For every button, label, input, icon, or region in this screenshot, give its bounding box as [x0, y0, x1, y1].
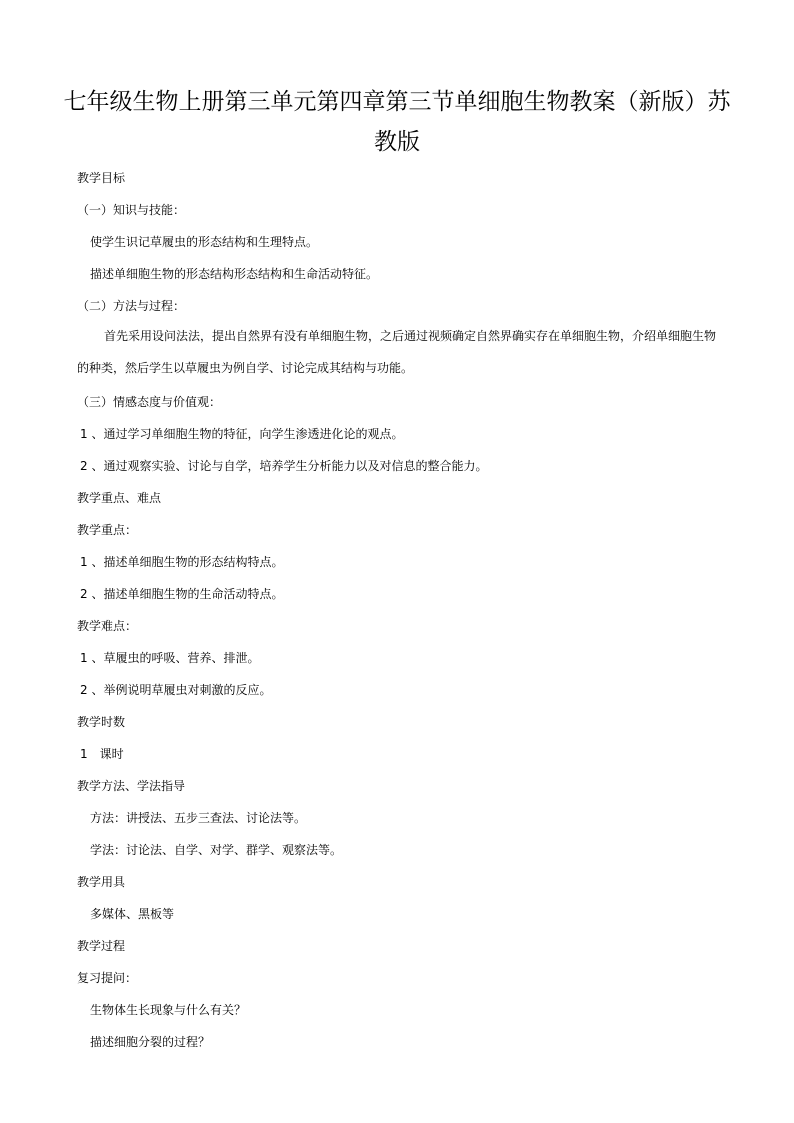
heading-methods-guidance: 教学方法、学法指导: [77, 779, 186, 793]
list-item: 2 、举例说明草履虫对刺激的反应。: [80, 683, 272, 697]
paragraph: 描述单细胞生物的形态结构形态结构和生命活动特征。: [90, 267, 379, 281]
heading-teaching-process: 教学过程: [77, 939, 126, 953]
list-item: 2 、通过观察实验、讨论与自学，培养学生分析能力以及对信息的整合能力。: [80, 459, 488, 473]
heading-key-difficult-points: 教学重点、难点: [77, 491, 162, 505]
subheading-difficult-points: 教学难点：: [77, 619, 138, 633]
paragraph: 1 课时: [80, 747, 124, 761]
heading-teaching-objectives: 教学目标: [77, 171, 126, 185]
paragraph: 生物体生长现象与什么有关？: [90, 1003, 247, 1017]
paragraph: 方法：讲授法、五步三查法、讨论法等。: [90, 811, 307, 825]
list-item: 1 、描述单细胞生物的形态结构特点。: [80, 555, 284, 569]
paragraph: 描述细胞分裂的过程？: [90, 1035, 211, 1049]
list-item: 1 、通过学习单细胞生物的特征，向学生渗透进化论的观点。: [80, 427, 404, 441]
document-title: 七年级生物上册第三单元第四章第三节单细胞生物教案（新版）苏教版: [63, 89, 731, 155]
subheading-key-points: 教学重点：: [77, 523, 138, 537]
paragraph-method: 首先采用设问法法，提出自然界有没有单细胞生物，之后通过视频确定自然界确实存在单细胞生物，介绍单细胞生物的种类，然后学生以草履虫为例自学、讨论完成其结构与功能。: [77, 329, 717, 375]
list-item: 1 、草履虫的呼吸、营养、排泄。: [80, 651, 260, 665]
paragraph: 学法：讨论法、自学、对学、群学、观察法等。: [90, 843, 343, 857]
paragraph: 使学生识记草履虫的形态结构和生理特点。: [90, 235, 319, 249]
paragraph: 多媒体、黑板等: [90, 907, 175, 921]
heading-class-hours: 教学时数: [77, 715, 126, 729]
subheading-review-questions: 复习提问：: [77, 971, 138, 985]
list-item: 2 、描述单细胞生物的生命活动特点。: [80, 587, 284, 601]
subheading-attitude-values: （三）情感态度与价值观：: [77, 395, 222, 409]
subheading-knowledge-skills: （一）知识与技能：: [77, 203, 186, 217]
heading-teaching-aids: 教学用具: [77, 875, 126, 889]
subheading-method-process: （二）方法与过程：: [77, 299, 186, 313]
